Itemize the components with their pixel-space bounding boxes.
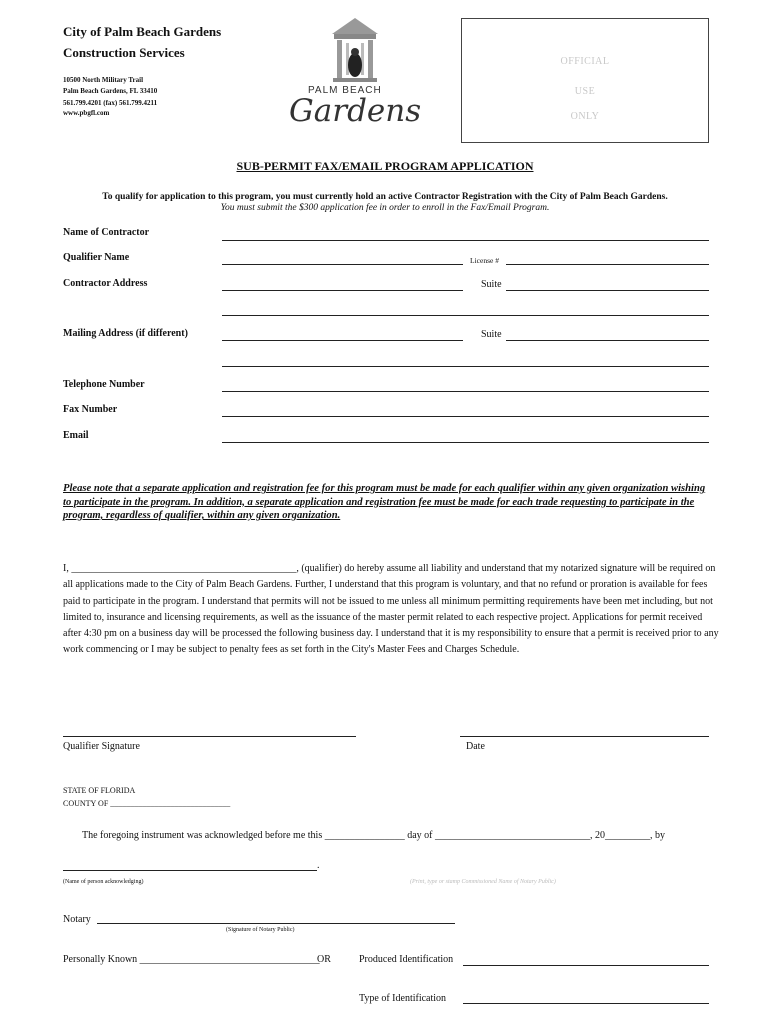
logo-line-1: PALM BEACH bbox=[308, 85, 382, 96]
only-label: ONLY bbox=[570, 111, 600, 122]
intro-fee-text: You must submit the $300 application fee in order to enroll in the Fax/Email Program. bbox=[220, 203, 550, 213]
contractor-address-line-2[interactable] bbox=[222, 315, 709, 316]
city-logo bbox=[285, 15, 422, 145]
person-acknowledging-label: (Name of person acknowledging) bbox=[63, 879, 144, 885]
fax-label: Fax Number bbox=[63, 404, 118, 415]
address-line-1: 10500 North Military Trail bbox=[63, 76, 144, 84]
agreement-start: I, bbox=[63, 563, 72, 574]
acknowledgement-text: The foregoing instrument was acknowledged before me this ________________ day of _______________________________, 20_________, by bbox=[82, 830, 665, 841]
website: www.pbgfl.com bbox=[63, 109, 110, 117]
ack-period: . bbox=[317, 860, 320, 871]
license-label: License # bbox=[470, 256, 499, 265]
form-title: SUB-PERMIT FAX/EMAIL PROGRAM APPLICATION bbox=[236, 159, 534, 173]
person-acknowledging-line[interactable] bbox=[63, 870, 317, 871]
agreement-paragraph bbox=[63, 561, 723, 659]
fax-field[interactable] bbox=[222, 416, 709, 417]
qualifier-name-blank[interactable]: _____________________________________________ bbox=[71, 563, 297, 574]
qualifier-name-label: Qualifier Name bbox=[63, 252, 130, 263]
qualifier-name-field[interactable] bbox=[222, 264, 463, 265]
mailing-address-field[interactable] bbox=[222, 340, 463, 341]
contractor-name-label: Name of Contractor bbox=[63, 227, 150, 238]
notary-signature-line[interactable] bbox=[97, 923, 455, 924]
telephone-field[interactable] bbox=[222, 391, 709, 392]
notary-signature-label: (Signature of Notary Public) bbox=[226, 927, 295, 933]
mailing-suite-label: Suite bbox=[481, 329, 502, 340]
state-label: STATE OF FLORIDA bbox=[63, 786, 136, 795]
personally-known[interactable]: Personally Known ____________________________________ bbox=[63, 954, 320, 965]
contractor-address-field[interactable] bbox=[222, 290, 463, 291]
email-field[interactable] bbox=[222, 442, 709, 443]
contractor-address-label: Contractor Address bbox=[63, 278, 148, 289]
department-name: Construction Services bbox=[63, 45, 185, 60]
official-use-box bbox=[461, 18, 709, 143]
license-field[interactable] bbox=[506, 264, 709, 265]
agreement-text: , (qualifier) do hereby assume all liability and understand that my notarized signature will be required on all applications made to the City of Palm Beach Gardens. Further, I understand that this program is voluntary, and that no refund or proration is available for fees paid to participate in the program. I understand that permits will not be issued to me unless all minimum permitting requirements have been met including, but not limited to, insurance and licensing requirements, as well as the issuance of the master permit related to each respective project. Applications for permit received after 4:30 pm on a business day will be processed the following business day. I understand that it is my responsibility to ensure that a permit is received prior to any work commencing or I may be subject to penalty fees as set forth in the City's Master Fees and Charges Schedule. bbox=[63, 563, 719, 656]
email-label: Email bbox=[63, 430, 89, 441]
notary-label: Notary bbox=[63, 914, 91, 925]
type-of-id-field[interactable] bbox=[463, 1003, 709, 1004]
suite-label: Suite bbox=[481, 279, 502, 290]
separate-fee-notice: Please note that a separate application and registration fee for this program must be made for each qualifier within any given organization wishing to participate in the program. In addition, a separate application and registration fee must be made for each trade requesting to participate in the program, regardless of qualifier, within any given organization. bbox=[63, 483, 706, 521]
or-label: OR bbox=[317, 954, 331, 965]
logo-line-2: Gardens bbox=[289, 93, 422, 129]
org-name: City of Palm Beach Gardens bbox=[63, 24, 222, 39]
notary-print-name-label: (Print, type or stamp Commissioned Name of Notary Public) bbox=[410, 879, 556, 885]
date-line[interactable] bbox=[460, 736, 709, 737]
contractor-name-field[interactable] bbox=[222, 240, 709, 241]
qualifier-signature-line[interactable] bbox=[63, 736, 356, 737]
mailing-suite-field[interactable] bbox=[506, 340, 709, 341]
county-label[interactable]: COUNTY OF ______________________________ bbox=[63, 799, 231, 808]
phone-fax: 561.799.4201 (fax) 561.799.4211 bbox=[63, 99, 158, 107]
address-line-2: Palm Beach Gardens, FL 33410 bbox=[63, 87, 158, 95]
type-of-id-label: Type of Identification bbox=[359, 993, 447, 1004]
produced-id-field[interactable] bbox=[463, 965, 709, 966]
official-label: OFFICIAL bbox=[560, 56, 610, 67]
produced-id-label: Produced Identification bbox=[359, 954, 454, 965]
suite-field[interactable] bbox=[506, 290, 709, 291]
intro-text: To qualify for application to this program, you must currently hold an active Contractor Registration with the City of Palm Beach Gardens. bbox=[102, 192, 668, 202]
mailing-address-line-2[interactable] bbox=[222, 366, 709, 367]
date-label: Date bbox=[466, 741, 485, 752]
telephone-label: Telephone Number bbox=[63, 379, 145, 390]
mailing-address-label: Mailing Address (if different) bbox=[63, 328, 188, 339]
use-label: USE bbox=[574, 86, 596, 97]
qualifier-signature-label: Qualifier Signature bbox=[63, 741, 140, 752]
